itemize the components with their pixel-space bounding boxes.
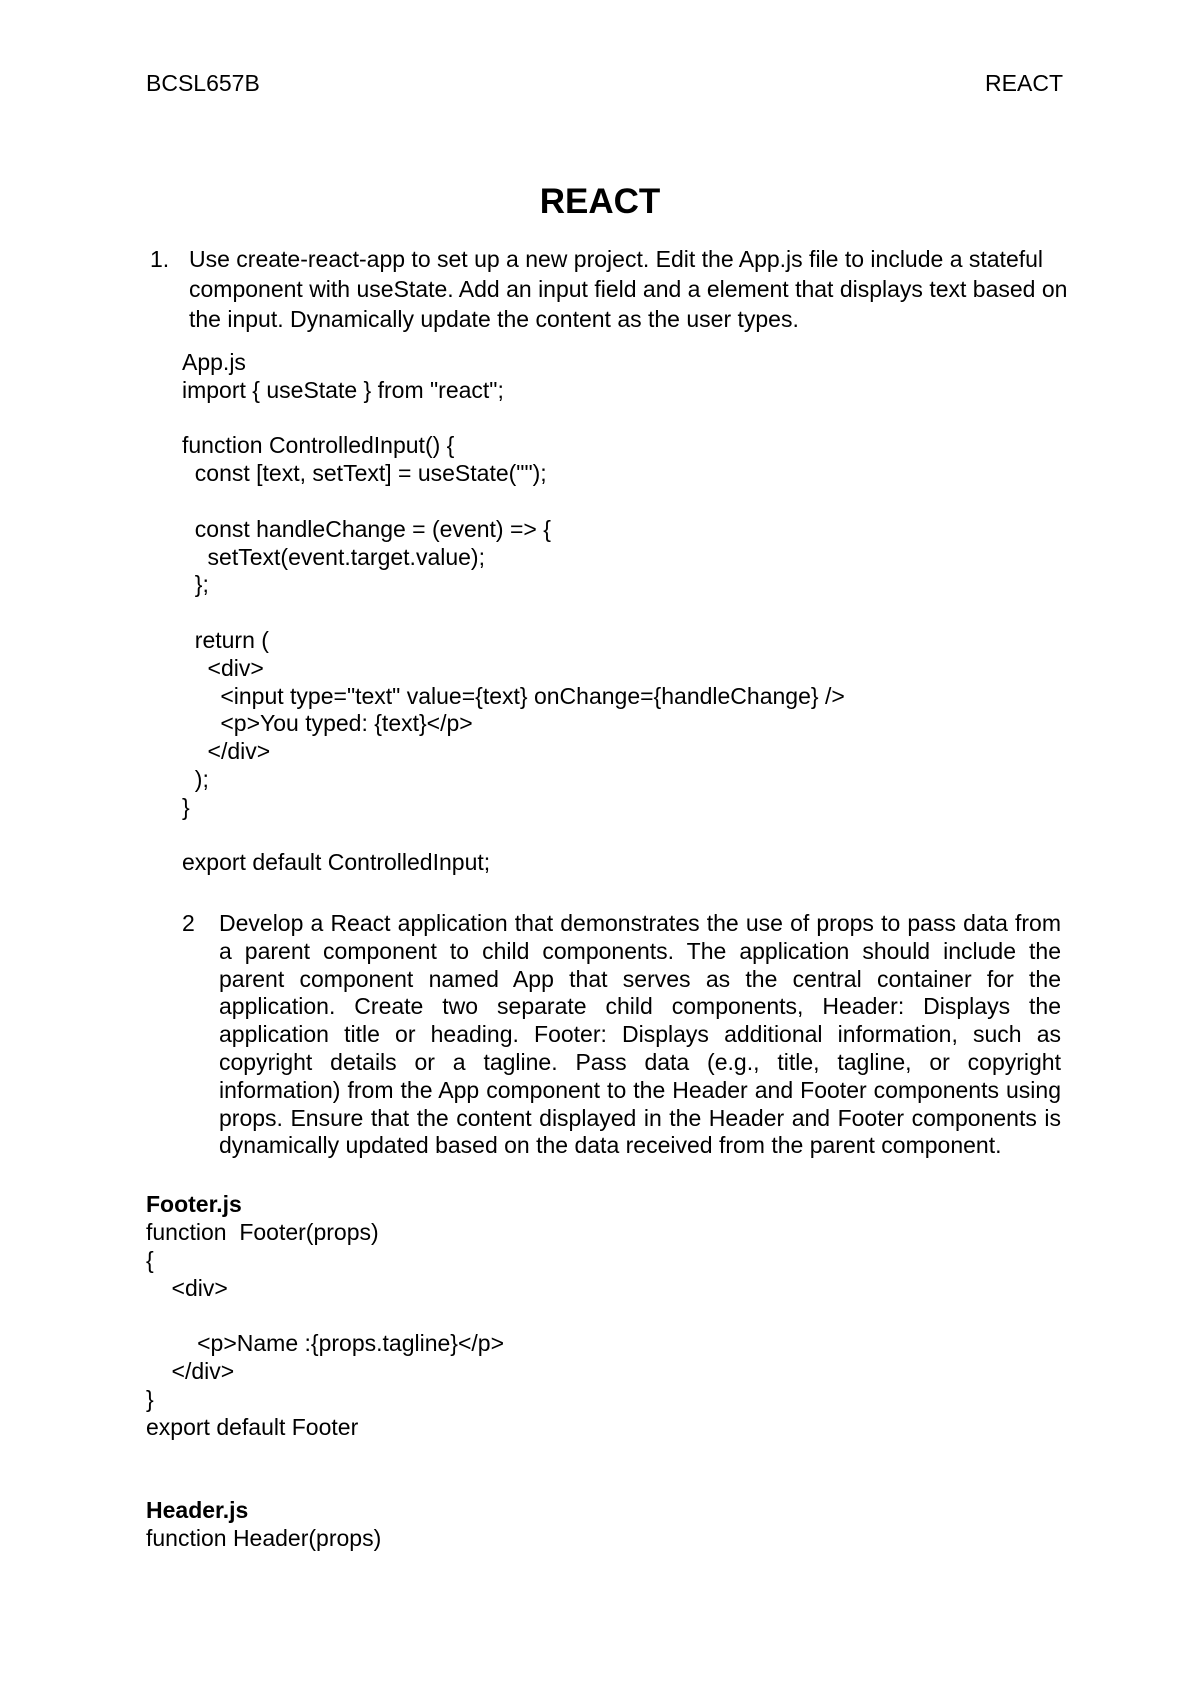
question-2-text: Develop a React application that demonstrates the use of props to pass data from a parent component to child components. The application should include the parent component named App that serves as the central container for the application. Create two separate child components, Header: Displays the application title or heading. Footer: Displays additional information, such as copyright details or a tagline. Pass data (e.g., title, tagline, or copyright information) from the App component to the Header and Footer components using props. Ensure that the content displayed in the Header and Footer components is dynamically updated based on the data received from the parent component. <box>219 910 1061 1159</box>
question-1 <box>150 244 1070 334</box>
footer-js-code: function Footer(props) { <div> <p>Name :{props.tagline}</p> </div> } export default Footer <box>146 1219 505 1440</box>
header-js-code: function Header(props) <box>146 1525 382 1551</box>
footer-js-filename: Footer.js <box>146 1191 242 1217</box>
header-js-filename: Header.js <box>146 1497 249 1523</box>
course-code: BCSL657B <box>146 70 260 96</box>
question-1-text: Use create-react-app to set up a new project. Edit the App.js file to include a stateful component with useState. Add an input field and a element that displays text based on the input. Dynamically update the content as the user types. <box>189 246 1068 332</box>
app-js-code: App.js import { useState } from "react"; function ControlledInput() { const [text, setText] = useState(""); const handleChange = (event) => { setText(event.target.value); }; return ( <div> <input type="text" value={text} onChange={handleChange} /> <p>You typed: {text}</p> </div> ); } export default ControlledInput; <box>182 349 845 876</box>
question-2-number: 2 <box>182 910 195 936</box>
page-title: REACT <box>539 182 661 221</box>
question-2 <box>182 910 1061 1160</box>
question-1-number: 1. <box>150 246 170 272</box>
running-header-title: REACT <box>985 70 1063 96</box>
